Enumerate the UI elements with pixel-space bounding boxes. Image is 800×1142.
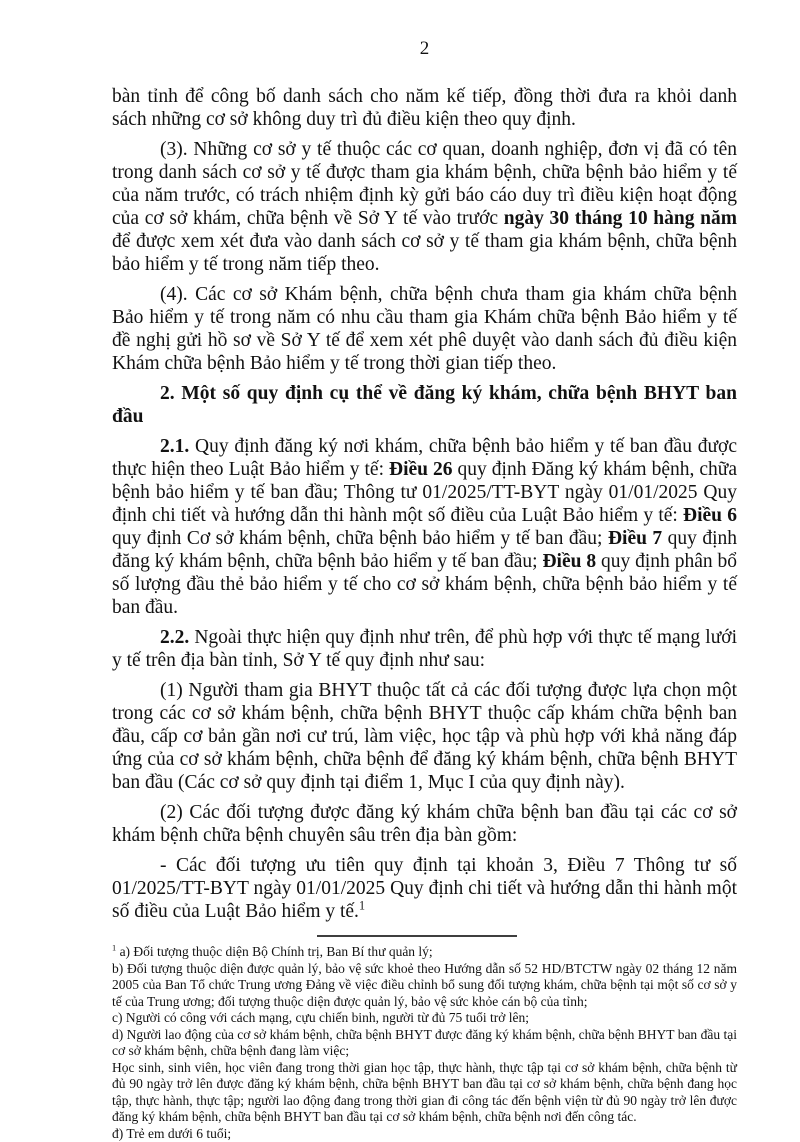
footnote-text: a) Đối tượng thuộc diện Bộ Chính trị, Ban Bí thư quản lý;	[116, 944, 433, 959]
bold-article-26: Điều 26	[389, 459, 453, 480]
paragraph-text: (1) Người tham gia BHYT thuộc tất cả các đối tượng được lựa chọn một trong các cơ sở khám bệnh, chữa bệnh BHYT thuộc cấp khám chữa bệnh ban đầu, cấp cơ bản gần nơi cư trú, làm việc, học tập và phù hợp với khả năng đáp ứng của cơ sở khám bệnh, chữa bệnh để đăng ký khám bệnh, chữa bệnh BHYT ban đầu (Các cơ sở quy định tại điểm 1, Mục I của quy định này).	[112, 680, 737, 793]
paragraph-text: (4). Các cơ sở Khám bệnh, chữa bệnh chưa tham gia khám chữa bệnh Bảo hiểm y tế trong năm có nhu cầu tham gia Khám chữa bệnh Bảo hiểm y tế đề nghị gửi hồ sơ về Sở Y tế để xem xét phê duyệt vào danh sách đủ điều kiện Khám chữa bệnh Bảo hiểm y tế trong thời gian tiếp theo.	[112, 284, 737, 374]
footnote-students	[112, 1060, 737, 1126]
paragraph-text: quy định phân bổ số lượng đầu thẻ bảo hiểm y tế cho cơ sở khám bệnh, chữa bệnh bảo hiểm y tế ban đầu.	[112, 551, 737, 618]
paragraph-text: bàn tỉnh để công bố danh sách cho năm kế tiếp, đồng thời đưa ra khỏi danh sách những cơ sở không duy trì đủ điều kiện theo quy định.	[112, 86, 737, 130]
footnote-text: đ) Trẻ em dưới 6 tuổi;	[112, 1126, 231, 1141]
footnote-marker-1: 1	[112, 944, 116, 953]
paragraph-text: để được xem xét đưa vào danh sách cơ sở y tế tham gia khám bệnh, chữa bệnh bảo hiểm y tế trong năm tiếp theo.	[112, 231, 737, 275]
paragraph-text: (2) Các đối tượng được đăng ký khám chữa bệnh ban đầu tại các cơ sở khám bệnh chữa bệnh chuyên sâu trên địa bàn gồm:	[112, 802, 737, 846]
footnote-text: b) Đối tượng thuộc diện được quản lý, bảo vệ sức khoẻ theo Hướng dẫn số 52 HD/BTCTW ngày 02 tháng 12 năm 2005 của Ban Tổ chức Trung ương Đảng về việc điều chỉnh bổ sung đối tượng khám, chữa bệnh tại một số cơ sở y tế của Trung ương; đối tượng thuộc diện được quản lý, bảo vệ sức khỏe cán bộ của tỉnh;	[112, 961, 737, 1009]
paragraph-text: quy định đăng ký khám bệnh, chữa bệnh bảo hiểm y tế ban đầu;	[112, 528, 737, 572]
footnote-text: Học sinh, sinh viên, học viên đang trong thời gian học tập, thực hành, thực tập tại cơ sở khám bệnh, chữa bệnh từ đủ 90 ngày trở lên được đăng ký khám bệnh, chữa bệnh BHYT ban đầu tại cơ sở khám bệnh, chữa bệnh đang học tập, thực hành, thực tập; người lao động đang trong thời gian đi công tác đến bệnh viện từ đủ 90 ngày trở lên được đăng ký khám bệnh, chữa bệnh BHYT ban đầu tại cơ sở khám bệnh, chữa bệnh nơi đến công tác.	[112, 1060, 737, 1125]
paragraph-text: quy định Cơ sở khám bệnh, chữa bệnh bảo hiểm y tế ban đầu;	[112, 528, 608, 549]
bold-date-phrase: ngày 30 tháng 10 hàng năm	[504, 208, 737, 229]
paragraph-text: Quy định đăng ký nơi khám, chữa bệnh bảo hiểm y tế ban đầu được thực hiện theo Luật Bảo hiểm y tế:	[112, 436, 737, 480]
paragraph-item-2	[112, 801, 737, 847]
paragraph-text: (3). Những cơ sở y tế thuộc các cơ quan, doanh nghiệp, đơn vị đã có tên trong danh sách cơ sở y tế được tham gia khám bệnh, chữa bệnh bảo hiểm y tế của năm trước, có trách nhiệm định kỳ gửi báo cáo duy trì điều kiện hoạt động của cơ sở khám, chữa bệnh về Sở Y tế vào trước	[112, 139, 737, 229]
heading-text: 2. Một số quy định cụ thể về đăng ký khám, chữa bệnh BHYT ban đầu	[112, 383, 737, 427]
bold-article-6: Điều 6	[683, 505, 737, 526]
footnote-text: d) Người lao động của cơ sở khám bệnh, chữa bệnh BHYT được đăng ký khám bệnh, chữa bệnh BHYT ban đầu tại cơ sở khám bệnh, chữa bệnh đang làm việc;	[112, 1027, 737, 1059]
paragraph-priority-list	[112, 854, 737, 923]
section-number: 2.2.	[160, 627, 189, 648]
footnote-separator	[317, 935, 517, 937]
paragraph-text: Ngoài thực hiện quy định như trên, để phù hợp với thực tế mạng lưới y tế trên địa bàn tỉnh, Sở Y tế quy định như sau:	[112, 627, 737, 671]
footnote-reference-1: 1	[359, 899, 365, 913]
bold-article-7: Điều 7	[608, 528, 662, 549]
section-heading-2	[112, 382, 737, 428]
paragraph-item-3	[112, 138, 737, 276]
footnote-d	[112, 1027, 737, 1060]
paragraph-2-1	[112, 435, 737, 619]
paragraph-text: - Các đối tượng ưu tiên quy định tại khoản 3, Điều 7 Thông tư số 01/2025/TT-BYT ngày 01/01/2025 Quy định chi tiết và hướng dẫn thi hành một số điều của Luật Bảo hiểm y tế.	[112, 855, 737, 922]
paragraph-text: quy định Đăng ký khám bệnh, chữa bệnh bảo hiểm y tế ban đầu; Thông tư 01/2025/TT-BYT ngày 01/01/2025 Quy định chi tiết và hướng dẫn thi hành một số điều của Luật Bảo hiểm y tế:	[112, 459, 737, 526]
footnote-b	[112, 961, 737, 1011]
section-number: 2.1.	[160, 436, 189, 457]
footnotes-section	[112, 944, 737, 1142]
footnote-text: c) Người có công với cách mạng, cựu chiến binh, người từ đủ 75 tuổi trở lên;	[112, 1010, 529, 1025]
page-number: 2	[112, 38, 737, 60]
paragraph-item-4	[112, 283, 737, 375]
document-body	[112, 85, 737, 923]
bold-article-8: Điều 8	[542, 551, 596, 572]
paragraph-2-2	[112, 626, 737, 672]
footnote-dd	[112, 1126, 737, 1142]
paragraph-item-1	[112, 679, 737, 794]
paragraph-continuation	[112, 85, 737, 131]
footnote-c	[112, 1010, 737, 1027]
footnote-a	[112, 944, 737, 961]
